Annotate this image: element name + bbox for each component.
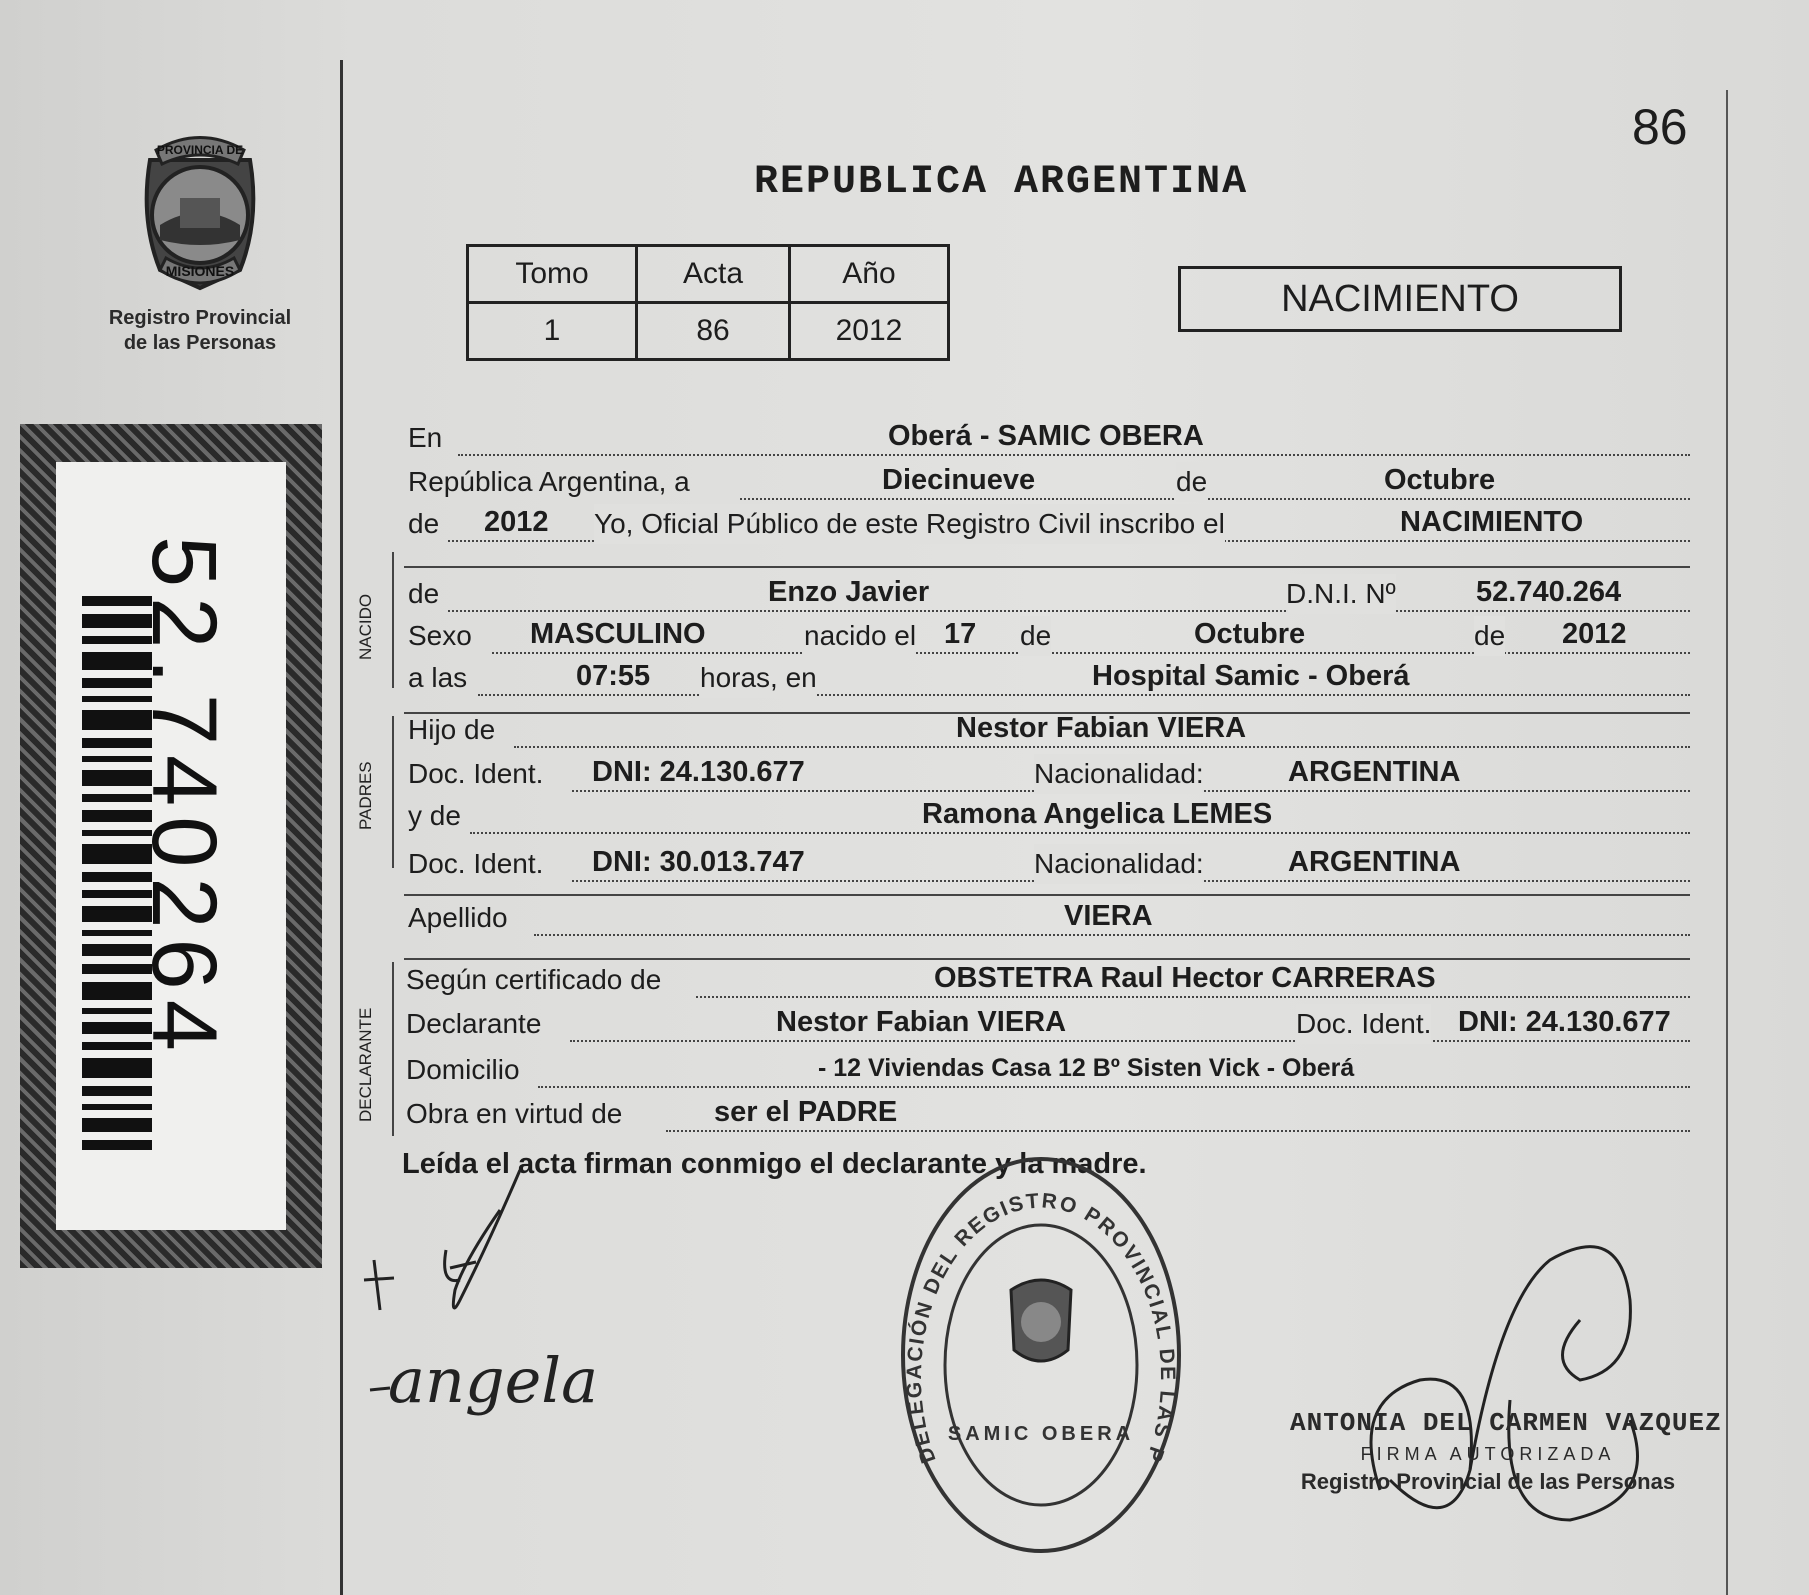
page-title: REPUBLICA ARGENTINA [754, 160, 1249, 205]
signature-left [350, 1150, 670, 1450]
form-row-declarant [404, 1006, 1690, 1046]
value-father-nationality: ARGENTINA [1288, 756, 1461, 788]
issuer-caption [90, 306, 310, 356]
form-row-mother-doc [404, 846, 1690, 886]
form-row-date [404, 464, 1690, 504]
form-row-time [404, 660, 1690, 700]
value-by-virtue: ser el PADRE [714, 1096, 898, 1128]
section-label-parents-text: PADRES [356, 761, 375, 830]
value-registered: NACIMIENTO [1400, 506, 1584, 538]
form-row-year [404, 506, 1690, 546]
issuer-caption-line1: Registro Provincial [108, 307, 292, 329]
province-seal-logo [120, 120, 280, 300]
label-de-birth-month: de [1020, 616, 1051, 656]
stamp-ring-text: DELEGACIÓN DEL REGISTRO PROVINCIAL DE LAS P [902, 1189, 1180, 1467]
label-doc-ident: Doc. Ident. [1296, 1004, 1431, 1044]
form-row-father-doc [404, 756, 1690, 796]
label-sexo: Sexo [408, 620, 472, 651]
label-doc-ident: Doc. Ident. [408, 758, 544, 789]
value-surname: VIERA [1064, 900, 1153, 932]
value-year: 2012 [484, 506, 549, 538]
form-row-address [404, 1052, 1690, 1092]
record-table [466, 244, 950, 361]
stamp-emblem-icon [1011, 1280, 1071, 1361]
left-margin-line [340, 60, 343, 1595]
value-place: Oberá - SAMIC OBERA [888, 420, 1204, 452]
authority-name: ANTONIA DEL CARMEN VAZQUEZ [1290, 1408, 1722, 1438]
value-name: Enzo Javier [768, 576, 930, 608]
authority-role: FIRMA AUTORIZADA [1360, 1444, 1616, 1464]
record-table-cell: 86 [637, 303, 790, 360]
record-table-cell: 2012 [790, 303, 949, 360]
value-birth-time: 07:55 [576, 660, 651, 692]
form-row-by-virtue [404, 1096, 1690, 1136]
value-mother: Ramona Angelica LEMES [922, 798, 1273, 830]
label-hijo-de: Hijo de [408, 714, 496, 745]
label-republica: República Argentina, a [408, 466, 690, 497]
label-yo: Yo, Oficial Público de este Registro Civil inscribo el [594, 504, 1225, 544]
label-nacionalidad: Nacionalidad: [1034, 844, 1204, 884]
record-table-header: Tomo [468, 246, 637, 303]
value-mother-nationality: ARGENTINA [1288, 846, 1461, 878]
form-row-mother [404, 798, 1690, 838]
seal-bottom-text: MISIONES [165, 263, 235, 279]
label-domicilio: Domicilio [406, 1054, 520, 1085]
form-row-sex [404, 618, 1690, 658]
form-row-father [404, 712, 1690, 752]
value-day: Diecinueve [882, 464, 1036, 496]
label-obra: Obra en virtud de [406, 1098, 623, 1129]
record-table-header: Año [790, 246, 949, 303]
value-birth-place: Hospital Samic - Oberá [1092, 660, 1410, 692]
label-de-month: de [1176, 462, 1207, 502]
label-dni: D.N.I. Nº [1286, 574, 1396, 614]
value-declarant: Nestor Fabian VIERA [776, 1006, 1067, 1038]
issuer-caption-line2: de las Personas [123, 332, 277, 354]
label-de-birth-year: de [1474, 616, 1505, 656]
value-address: - 12 Viviendas Casa 12 Bº Sisten Vick - Oberá [818, 1054, 1355, 1082]
label-nacido: nacido el [804, 616, 916, 656]
value-father: Nestor Fabian VIERA [956, 712, 1247, 744]
value-birth-year: 2012 [1562, 618, 1627, 650]
section-label-declarant-text: DECLARANTE [356, 1007, 375, 1122]
stamp-center-text: SAMIC OBERA [947, 1423, 1135, 1445]
value-sex: MASCULINO [530, 618, 706, 650]
official-stamp [896, 1140, 1186, 1560]
label-en: En [408, 422, 443, 453]
record-table-cell: 1 [468, 303, 637, 360]
form-row-surname [404, 900, 1690, 940]
seal-top-text: PROVINCIA DE [156, 143, 244, 157]
value-dni: 52.740.264 [1476, 576, 1622, 608]
signature-left-text: angela [388, 1344, 599, 1417]
value-certificate-by: OBSTETRA Raul Hector CARRERAS [934, 962, 1436, 994]
label-a-las: a las [408, 662, 468, 693]
authority-block [1290, 1408, 1722, 1495]
label-nacionalidad: Nacionalidad: [1034, 754, 1204, 794]
closing-statement: Leída el acta firman conmigo el declarante y la madre. [402, 1148, 1147, 1180]
value-birth-month: Octubre [1194, 618, 1306, 650]
label-de-name: de [408, 578, 440, 609]
section-bar-parents [392, 716, 394, 868]
record-table-header: Acta [637, 246, 790, 303]
barcode-number-text: 52.740264 [133, 536, 235, 1061]
value-declarant-dni: DNI: 24.130.677 [1458, 1006, 1671, 1038]
record-type-box: NACIMIENTO [1178, 266, 1622, 332]
section-bar-declarant [392, 962, 394, 1136]
separator [404, 566, 1690, 568]
section-bar-born [392, 552, 394, 688]
authority-office: Registro Provincial de las Personas [1300, 1469, 1676, 1494]
label-horas-en: horas, en [700, 658, 817, 698]
label-declarante: Declarante [406, 1008, 542, 1039]
label-doc-ident: Doc. Ident. [408, 848, 544, 879]
separator [404, 894, 1690, 896]
form-row-certificate [404, 962, 1690, 1002]
signature-right [1330, 1220, 1690, 1560]
form-row-name [404, 576, 1690, 616]
form-row-place [404, 420, 1690, 460]
label-apellido: Apellido [408, 902, 508, 933]
label-de-year: de [408, 508, 440, 539]
label-segun: Según certificado de [406, 964, 662, 995]
value-father-dni: DNI: 24.130.677 [592, 756, 805, 788]
section-label-born-text: NACIDO [356, 593, 375, 660]
page-number: 86 [1632, 99, 1688, 155]
value-birth-day: 17 [944, 618, 977, 650]
right-margin-line [1726, 90, 1728, 1595]
value-mother-dni: DNI: 30.013.747 [592, 846, 805, 878]
label-y-de: y de [408, 800, 461, 831]
value-month: Octubre [1384, 464, 1496, 496]
